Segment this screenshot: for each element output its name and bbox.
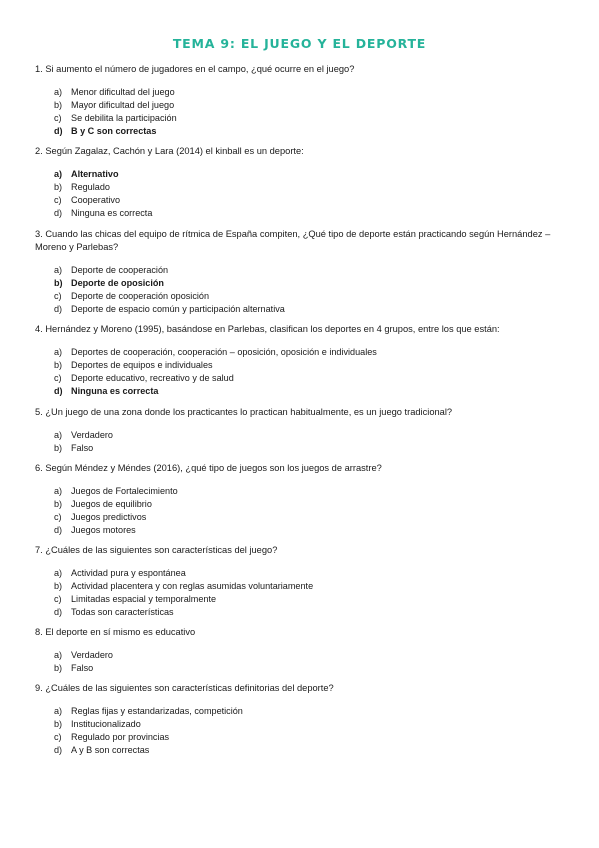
question-2: [35, 145, 565, 220]
page-title: TEMA 9: EL JUEGO Y EL DEPORTE: [172, 36, 427, 51]
option-b: b) Institucionalizado: [54, 719, 141, 729]
option-b: b) Falso: [54, 663, 94, 673]
option-c: c) Juegos predictivos: [54, 512, 147, 522]
option-a: a) Deportes de cooperación, cooperación – oposición, oposición e individuales: [54, 347, 377, 357]
question-text: 1. Si aumento el número de jugadores en el campo, ¿qué ocurre en el juego?: [35, 64, 355, 74]
option-d: d) Ninguna es correcta: [54, 386, 159, 396]
option-c: c) Deporte de cooperación oposición: [54, 291, 210, 301]
question-6: [35, 462, 565, 537]
option-d: d) Juegos motores: [54, 525, 136, 535]
option-d: d) Ninguna es correcta: [54, 208, 153, 218]
question-1: [35, 63, 565, 138]
question-text: 8. El deporte en sí mismo es educativo: [35, 627, 196, 637]
options-list: [35, 346, 565, 398]
option-a: a) Alternativo: [54, 169, 119, 179]
question-text: 5. ¿Un juego de una zona donde los practicantes lo practican habitualmente, es un juego tradicional?: [35, 407, 453, 417]
option-a: a) Deporte de cooperación: [54, 265, 169, 275]
options-list: [35, 485, 565, 537]
option-b: b) Falso: [54, 443, 94, 453]
options-list: [35, 429, 565, 455]
option-b: b) Juegos de equilibrio: [54, 499, 152, 509]
option-a: a) Actividad pura y espontánea: [54, 568, 186, 578]
options-list: [35, 567, 565, 619]
option-a: a) Verdadero: [54, 650, 113, 660]
options-list: [35, 86, 565, 138]
question-4: [35, 323, 565, 398]
option-c: c) Se debilita la participación: [54, 113, 177, 123]
option-c: c) Deporte educativo, recreativo y de salud: [54, 373, 234, 383]
options-list: [35, 264, 565, 316]
options-list: [35, 649, 565, 675]
option-a: a) Menor dificultad del juego: [54, 87, 175, 97]
option-b: b) Deportes de equipos e individuales: [54, 360, 213, 370]
option-b: b) Deporte de oposición: [54, 278, 164, 288]
option-c: c) Cooperativo: [54, 195, 121, 205]
option-d: d) A y B son correctas: [54, 745, 150, 755]
option-b: b) Mayor dificultad del juego: [54, 100, 175, 110]
question-text: 9. ¿Cuáles de las siguientes son características definitorias del deporte?: [35, 683, 334, 693]
option-a: a) Verdadero: [54, 430, 113, 440]
question-3: [35, 228, 565, 316]
question-text: 2. Según Zagalaz, Cachón y Lara (2014) el kinball es un deporte:: [35, 146, 304, 156]
question-5: [35, 406, 565, 455]
question-text: 3. Cuando las chicas del equipo de rítmica de España compiten, ¿Qué tipo de deporte están practicando según Hernández – Moreno y Parlebas?: [35, 229, 551, 252]
option-d: d) Deporte de espacio común y participación alternativa: [54, 304, 285, 314]
question-9: [35, 682, 565, 757]
question-7: [35, 544, 565, 619]
option-d: d) B y C son correctas: [54, 126, 157, 136]
question-text: 6. Según Méndez y Méndes (2016), ¿qué tipo de juegos son los juegos de arrastre?: [35, 463, 382, 473]
options-list: [35, 168, 565, 220]
option-b: b) Regulado: [54, 182, 110, 192]
option-c: c) Limitadas espacial y temporalmente: [54, 594, 217, 604]
option-d: d) Todas son características: [54, 607, 174, 617]
option-b: b) Actividad placentera y con reglas asumidas voluntariamente: [54, 581, 314, 591]
question-text: 4. Hernández y Moreno (1995), basándose en Parlebas, clasifican los deportes en 4 grupos, entre los que están:: [35, 324, 500, 334]
option-a: a) Reglas fijas y estandarizadas, competición: [54, 706, 243, 716]
question-8: [35, 626, 565, 675]
option-a: a) Juegos de Fortalecimiento: [54, 486, 178, 496]
options-list: [35, 705, 565, 757]
option-c: c) Regulado por provincias: [54, 732, 170, 742]
question-text: 7. ¿Cuáles de las siguientes son características del juego?: [35, 545, 278, 555]
